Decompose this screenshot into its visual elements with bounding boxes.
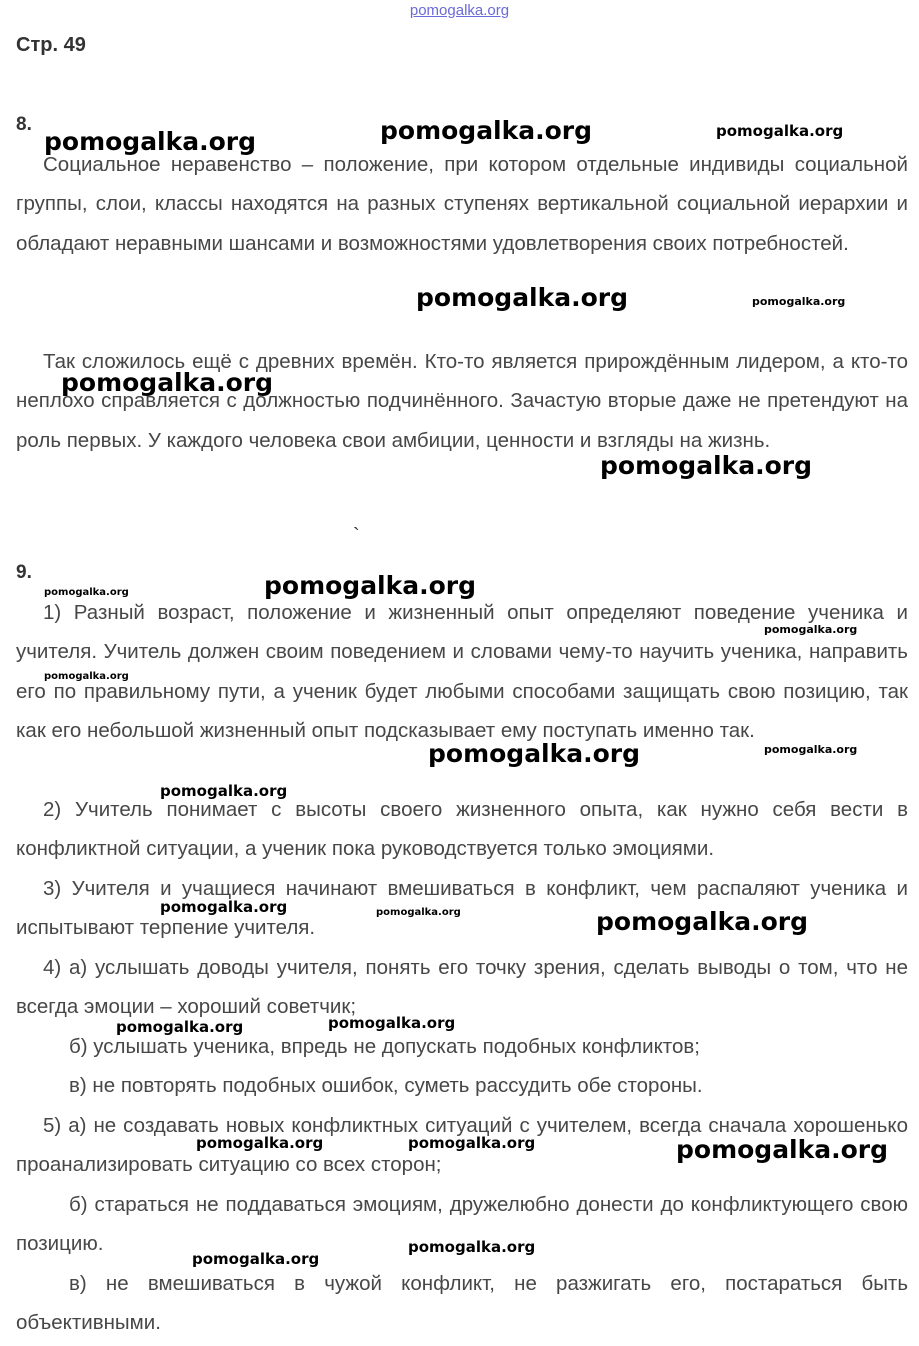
watermark-overlay: pomogalka.org <box>596 907 809 936</box>
task-9-answer-3: 3) Учителя и учащиеся начинают вмешиваться в конфликт, чем распаляют ученика и испытывают терпение учителя. <box>16 877 908 940</box>
task-9-answer-2: 2) Учитель понимает с высоты своего жизненного опыта, как нужно себя вести в конфликтной ситуации, а ученик пока руководствуется только эмоциями. <box>16 798 908 861</box>
task-9-answer-1: 1) Разный возраст, положение и жизненный опыт определяют поведение ученика и учителя. Учитель должен своим поведением и словами чему-то научить ученика, направить его по правильному пути, а ученик будет любыми способами защищать свою позицию, так как его небольшой жизненный опыт подсказывает ему поступать именно так. <box>16 601 908 743</box>
task-9-answer-4b: б) услышать ученика, впредь не допускать подобных конфликтов; <box>69 1035 700 1058</box>
watermark-overlay: pomogalka.org <box>764 623 858 636</box>
watermark-overlay: pomogalka.org <box>380 116 593 145</box>
task-9-answer-4c: в) не повторять подобных ошибок, суметь рассудить обе стороны. <box>69 1074 703 1097</box>
watermark-overlay: pomogalka.org <box>752 295 846 308</box>
watermark-overlay: pomogalka.org <box>44 671 129 682</box>
watermark-overlay: pomogalka.org <box>416 283 629 312</box>
watermark-overlay: pomogalka.org <box>764 743 858 756</box>
task-9-number: 9. <box>16 562 32 583</box>
task-9-answer-4a: 4) а) услышать доводы учителя, понять его точку зрения, сделать выводы о том, что не всегда эмоции – хороший советчик; <box>16 956 908 1019</box>
watermark-overlay: pomogalka.org <box>160 782 288 800</box>
task-9-answer-5a: 5) а) не создавать новых конфликтных ситуаций с учителем, всегда сначала хорошенько проанализировать ситуацию со всех сторон; <box>16 1114 908 1177</box>
watermark-overlay: pomogalka.org <box>44 127 257 156</box>
watermark-overlay: pomogalka.org <box>192 1250 320 1268</box>
task-8-paragraph-1: Социальное неравенство – положение, при котором отдельные индивиды социальной группы, слои, классы находятся на разных ступенях вертикальной социальной иерархии и обладают неравными шансами и возможностями удовлетворения своих потребностей. <box>16 153 908 255</box>
stray-mark: ` <box>353 525 360 547</box>
top-watermark-link[interactable]: pomogalka.org <box>409 2 510 19</box>
watermark-overlay: pomogalka.org <box>116 1018 244 1036</box>
watermark-overlay: pomogalka.org <box>600 451 813 480</box>
watermark-overlay: pomogalka.org <box>676 1135 889 1164</box>
watermark-overlay: pomogalka.org <box>408 1238 536 1256</box>
watermark-overlay: pomogalka.org <box>376 907 461 918</box>
task-9-answer-5b: б) стараться не поддаваться эмоциям, дружелюбно донести до конфликтующего свою позицию. <box>16 1193 908 1256</box>
watermark-overlay: pomogalka.org <box>408 1134 536 1152</box>
watermark-overlay: pomogalka.org <box>44 587 129 598</box>
watermark-overlay: pomogalka.org <box>328 1014 456 1032</box>
watermark-overlay: pomogalka.org <box>264 571 477 600</box>
task-9-answer-5c: в) не вмешиваться в чужой конфликт, не разжигать его, постараться быть объективными. <box>16 1272 908 1335</box>
page-number: Стр. 49 <box>16 34 86 56</box>
task-8-paragraph-2: Так сложилось ещё с древних времён. Кто-то является прирождённым лидером, а кто-то неплохо справляется с должностью подчинённого. Зачастую вторые даже не претендуют на роль первых. У каждого человека свои амбиции, ценности и взгляды на жизнь. <box>16 350 908 452</box>
watermark-overlay: pomogalka.org <box>716 122 844 140</box>
watermark-overlay: pomogalka.org <box>61 368 274 397</box>
watermark-overlay: pomogalka.org <box>196 1134 324 1152</box>
task-8-number: 8. <box>16 114 32 135</box>
watermark-overlay: pomogalka.org <box>428 739 641 768</box>
watermark-overlay: pomogalka.org <box>160 898 288 916</box>
